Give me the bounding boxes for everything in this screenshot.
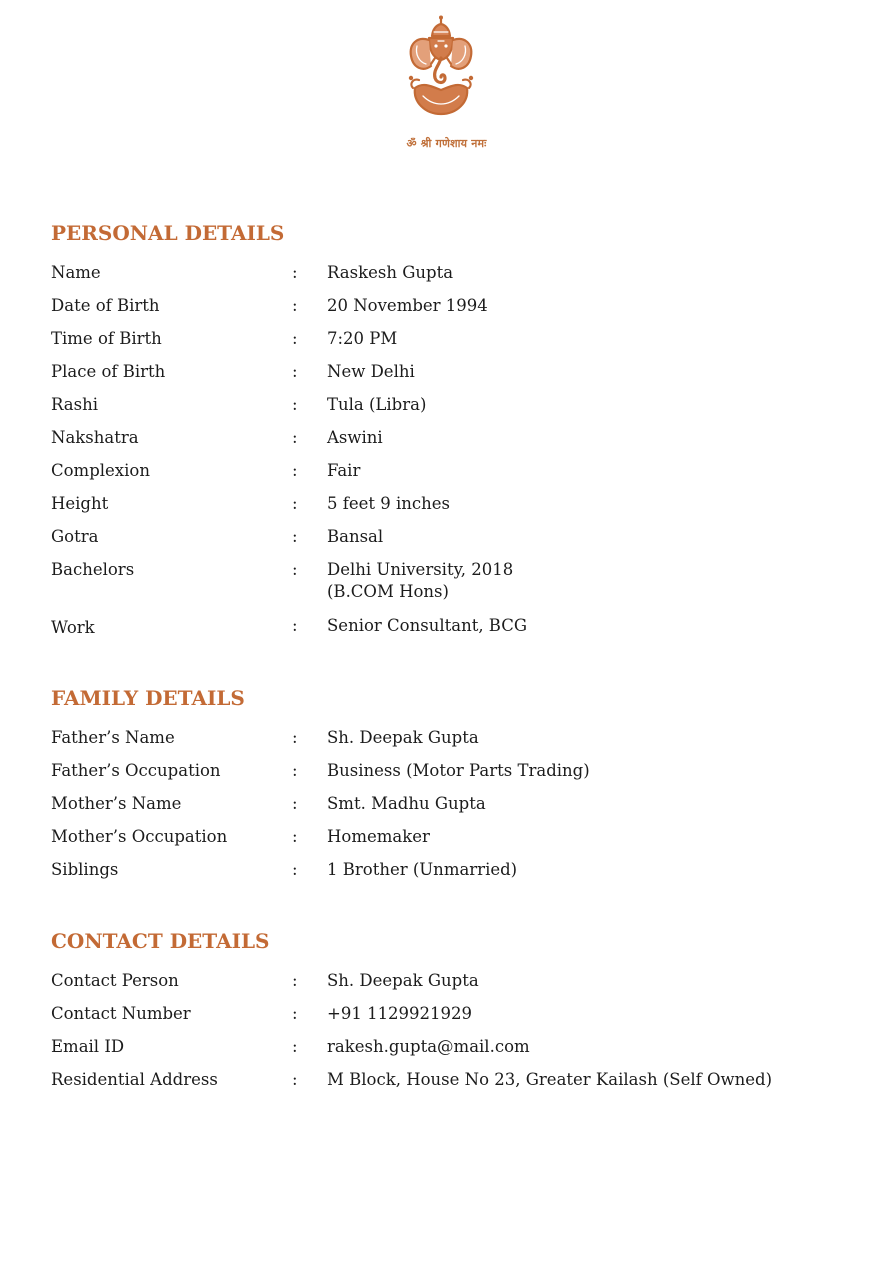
- detail-value: [327, 559, 851, 603]
- separator: :: [292, 616, 298, 635]
- detail-value: M Block, House No 23, Greater Kailash (Self Owned): [327, 1070, 773, 1089]
- separator: :: [292, 461, 298, 480]
- detail-row-date-of-birth: [51, 295, 851, 317]
- detail-value: rakesh.gupta@mail.com: [327, 1037, 530, 1056]
- separator: :: [292, 728, 298, 747]
- detail-value: New Delhi: [327, 362, 415, 381]
- personal-details-list: [51, 262, 851, 637]
- detail-label: Bachelors: [51, 560, 135, 579]
- detail-row-work: [51, 615, 851, 637]
- detail-value-line: Delhi University, 2018: [327, 560, 514, 579]
- detail-value: Tula (Libra): [327, 395, 427, 414]
- mantra-text: ॐ श्री गणेशाय नमः: [406, 137, 487, 150]
- detail-label: Work: [51, 618, 95, 637]
- detail-row-complexion: [51, 460, 851, 482]
- contact-details-section: [51, 928, 851, 1102]
- detail-value: Sh. Deepak Gupta: [327, 971, 479, 990]
- family-details-section: [51, 685, 851, 892]
- separator: :: [292, 296, 298, 315]
- detail-label: Time of Birth: [51, 329, 162, 348]
- detail-row-email-id: [51, 1036, 851, 1058]
- detail-row-name: [51, 262, 851, 284]
- detail-value: Fair: [327, 461, 361, 480]
- separator: :: [292, 527, 298, 546]
- detail-value: Bansal: [327, 527, 384, 546]
- section-title: CONTACT DETAILS: [51, 929, 270, 953]
- detail-value-line: (B.COM Hons): [327, 582, 449, 601]
- detail-row-time-of-birth: [51, 328, 851, 350]
- separator: :: [292, 362, 298, 381]
- detail-value: 20 November 1994: [327, 296, 488, 315]
- detail-label: Siblings: [51, 860, 119, 879]
- detail-row-nakshatra: [51, 427, 851, 449]
- separator: :: [292, 860, 298, 879]
- detail-label: Mother’s Occupation: [51, 827, 228, 846]
- detail-row-siblings: [51, 859, 851, 881]
- detail-row-gotra: [51, 526, 851, 548]
- detail-row-bachelors: [51, 559, 851, 603]
- detail-label: Gotra: [51, 527, 99, 546]
- detail-row-mothers-occupation: [51, 826, 851, 848]
- separator: :: [292, 1037, 298, 1056]
- ganesha-icon: [399, 14, 483, 118]
- detail-label: Date of Birth: [51, 296, 160, 315]
- detail-label: Height: [51, 494, 109, 513]
- detail-row-fathers-name: [51, 727, 851, 749]
- detail-row-place-of-birth: [51, 361, 851, 383]
- detail-label: Mother’s Name: [51, 794, 182, 813]
- separator: :: [292, 263, 298, 282]
- contact-details-list: [51, 970, 851, 1091]
- separator: :: [292, 329, 298, 348]
- detail-label: Email ID: [51, 1037, 125, 1056]
- detail-row-fathers-occupation: [51, 760, 851, 782]
- detail-value: Homemaker: [327, 827, 430, 846]
- detail-label: Residential Address: [51, 1070, 218, 1089]
- separator: :: [292, 761, 298, 780]
- detail-row-rashi: [51, 394, 851, 416]
- separator: :: [292, 494, 298, 513]
- detail-label: Place of Birth: [51, 362, 166, 381]
- separator: :: [292, 560, 298, 579]
- detail-label: Complexion: [51, 461, 150, 480]
- detail-value: 1 Brother (Unmarried): [327, 860, 518, 879]
- detail-row-mothers-name: [51, 793, 851, 815]
- section-title: FAMILY DETAILS: [51, 686, 245, 710]
- detail-value: Raskesh Gupta: [327, 263, 454, 282]
- detail-label: Rashi: [51, 395, 99, 414]
- detail-value: Smt. Madhu Gupta: [327, 794, 486, 813]
- detail-value: 5 feet 9 inches: [327, 494, 451, 513]
- detail-value: Sh. Deepak Gupta: [327, 728, 479, 747]
- section-title: PERSONAL DETAILS: [51, 221, 285, 245]
- separator: :: [292, 1004, 298, 1023]
- separator: :: [292, 395, 298, 414]
- separator: :: [292, 971, 298, 990]
- header: [0, 0, 893, 170]
- detail-row-contact-number: [51, 1003, 851, 1025]
- detail-label: Contact Number: [51, 1004, 191, 1023]
- family-details-list: [51, 727, 851, 881]
- detail-value: Senior Consultant, BCG: [327, 616, 528, 635]
- detail-value: +91 1129921929: [327, 1004, 473, 1023]
- detail-row-residential-address: [51, 1069, 851, 1091]
- separator: :: [292, 428, 298, 447]
- separator: :: [292, 827, 298, 846]
- detail-value: 7:20 PM: [327, 329, 398, 348]
- detail-label: Contact Person: [51, 971, 179, 990]
- detail-value: Aswini: [327, 428, 383, 447]
- personal-details-section: [51, 220, 851, 648]
- detail-label: Father’s Name: [51, 728, 175, 747]
- detail-label: Nakshatra: [51, 428, 139, 447]
- separator: :: [292, 794, 298, 813]
- detail-label: Father’s Occupation: [51, 761, 221, 780]
- separator: :: [292, 1070, 298, 1089]
- detail-value: Business (Motor Parts Trading): [327, 761, 590, 780]
- detail-label: Name: [51, 263, 101, 282]
- detail-row-contact-person: [51, 970, 851, 992]
- detail-row-height: [51, 493, 851, 515]
